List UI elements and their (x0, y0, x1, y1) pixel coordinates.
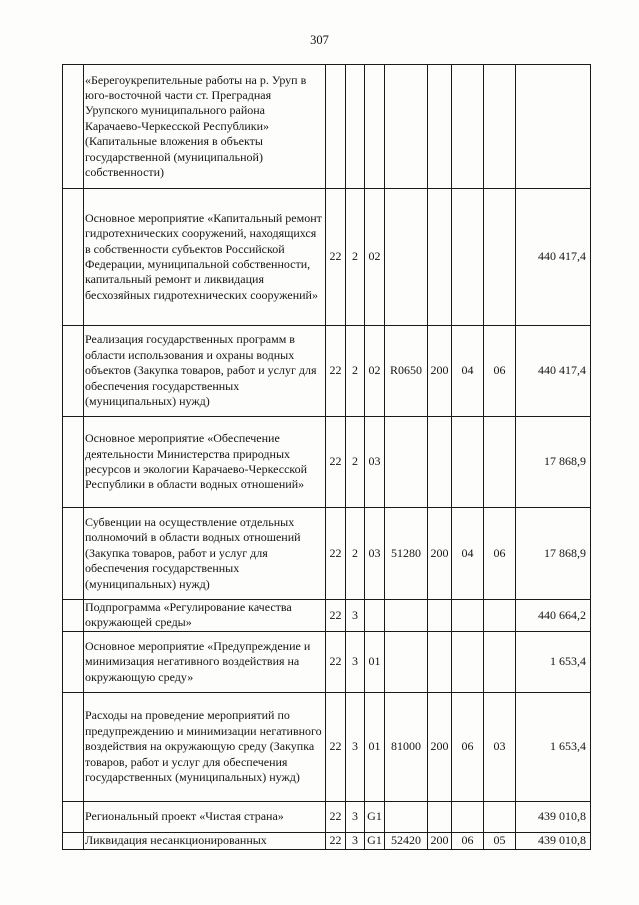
code-measure (365, 600, 385, 632)
page-number: 307 (310, 33, 329, 47)
code-subsection: 05 (484, 832, 516, 849)
table-row (63, 508, 591, 600)
code-subsection (484, 65, 516, 189)
code-measure: 01 (365, 692, 385, 801)
code-section (452, 417, 484, 508)
code-section (452, 631, 484, 692)
table-row (63, 832, 591, 849)
code-section (452, 65, 484, 189)
row-number-cell (63, 326, 84, 417)
code-ministry: 22 (326, 189, 346, 326)
row-number-cell (63, 692, 84, 801)
code-target: 81000 (385, 692, 428, 801)
table-row (63, 692, 591, 801)
code-measure: G1 (365, 801, 385, 832)
row-name: Подпрограмма «Регулирование качества окружающей среды» (84, 600, 326, 632)
code-target (385, 631, 428, 692)
code-expense-type (428, 417, 452, 508)
row-name: Основное мероприятие «Обеспечение деятельности Министерства природных ресурсов и экологии Карачаево-Черкесской Республики в области водных отношений» (84, 417, 326, 508)
code-ministry: 22 (326, 631, 346, 692)
code-measure: 02 (365, 326, 385, 417)
budget-table (62, 64, 591, 850)
code-subprogram: 2 (346, 508, 365, 600)
code-expense-type (428, 189, 452, 326)
row-number-cell (63, 600, 84, 632)
row-name: Региональный проект «Чистая страна» (84, 801, 326, 832)
table-row (63, 631, 591, 692)
amount: 439 010,8 (516, 832, 591, 849)
row-name: Субвенции на осуществление отдельных полномочий в области водных отношений (Закупка товаров, работ и услуг для обеспечения государственных (муниципальных) нужд) (84, 508, 326, 600)
amount: 440 417,4 (516, 189, 591, 326)
code-target: 51280 (385, 508, 428, 600)
table-row (63, 801, 591, 832)
code-ministry: 22 (326, 801, 346, 832)
code-subprogram: 3 (346, 832, 365, 849)
amount: 439 010,8 (516, 801, 591, 832)
code-subprogram: 3 (346, 692, 365, 801)
code-ministry: 22 (326, 692, 346, 801)
code-subprogram: 3 (346, 801, 365, 832)
table-row (63, 600, 591, 632)
code-expense-type: 200 (428, 692, 452, 801)
row-number-cell (63, 189, 84, 326)
code-ministry: 22 (326, 326, 346, 417)
code-target (385, 65, 428, 189)
table-row (63, 326, 591, 417)
row-name: Ликвидация несанкционированных (84, 832, 326, 849)
row-name: Расходы на проведение мероприятий по предупреждению и минимизации негативного воздействия на окружающую среду (Закупка товаров, работ и услуг для обеспечения государственных (муниципальных) нужд) (84, 692, 326, 801)
code-target (385, 600, 428, 632)
code-ministry: 22 (326, 600, 346, 632)
code-measure: 01 (365, 631, 385, 692)
code-subprogram: 2 (346, 189, 365, 326)
code-subprogram: 3 (346, 631, 365, 692)
code-subprogram (346, 65, 365, 189)
code-subsection (484, 417, 516, 508)
code-ministry: 22 (326, 417, 346, 508)
code-measure: G1 (365, 832, 385, 849)
row-number-cell (63, 417, 84, 508)
code-section: 06 (452, 692, 484, 801)
code-section (452, 600, 484, 632)
row-name: Реализация государственных программ в области использования и охраны водных объектов (Закупка товаров, работ и услуг для обеспечения государственных (муниципальных) нужд) (84, 326, 326, 417)
row-number-cell (63, 65, 84, 189)
table-row (63, 417, 591, 508)
row-number-cell (63, 832, 84, 849)
code-measure: 03 (365, 508, 385, 600)
amount: 17 868,9 (516, 508, 591, 600)
code-section: 04 (452, 326, 484, 417)
code-expense-type: 200 (428, 832, 452, 849)
row-name: Основное мероприятие «Предупреждение и минимизация негативного воздействия на окружающую среду» (84, 631, 326, 692)
row-number-cell (63, 508, 84, 600)
row-number-cell (63, 801, 84, 832)
code-target: 52420 (385, 832, 428, 849)
code-expense-type (428, 65, 452, 189)
code-subsection (484, 189, 516, 326)
row-name: Основное мероприятие «Капитальный ремонт гидротехнических сооружений, находящихся в собственности субъектов Российской Федерации, муниципальной собственности, капитальный ремонт и ликвидация бесхозяйных гидротехнических сооружений» (84, 189, 326, 326)
code-expense-type: 200 (428, 326, 452, 417)
table-row (63, 189, 591, 326)
code-ministry: 22 (326, 832, 346, 849)
code-measure: 03 (365, 417, 385, 508)
code-section (452, 189, 484, 326)
code-subsection: 03 (484, 692, 516, 801)
code-ministry: 22 (326, 508, 346, 600)
amount (516, 65, 591, 189)
code-subprogram: 3 (346, 600, 365, 632)
row-number-cell (63, 631, 84, 692)
code-subsection (484, 801, 516, 832)
row-name: «Берегоукрепительные работы на р. Уруп в юго-восточной части ст. Преградная Урупского муниципального района Карачаево-Черкесской Республики» (Капитальные вложения в объекты государственной (муниципальной) собственности) (84, 65, 326, 189)
code-expense-type (428, 801, 452, 832)
code-subsection (484, 631, 516, 692)
amount: 1 653,4 (516, 631, 591, 692)
code-target (385, 801, 428, 832)
code-section: 06 (452, 832, 484, 849)
table-row (63, 65, 591, 189)
code-ministry (326, 65, 346, 189)
code-expense-type (428, 631, 452, 692)
amount: 17 868,9 (516, 417, 591, 508)
code-expense-type: 200 (428, 508, 452, 600)
amount: 440 664,2 (516, 600, 591, 632)
code-subprogram: 2 (346, 326, 365, 417)
code-target (385, 189, 428, 326)
code-target: R0650 (385, 326, 428, 417)
amount: 440 417,4 (516, 326, 591, 417)
code-measure (365, 65, 385, 189)
code-section (452, 801, 484, 832)
code-target (385, 417, 428, 508)
code-subprogram: 2 (346, 417, 365, 508)
code-section: 04 (452, 508, 484, 600)
code-expense-type (428, 600, 452, 632)
code-subsection (484, 600, 516, 632)
code-measure: 02 (365, 189, 385, 326)
code-subsection: 06 (484, 326, 516, 417)
code-subsection: 06 (484, 508, 516, 600)
amount: 1 653,4 (516, 692, 591, 801)
